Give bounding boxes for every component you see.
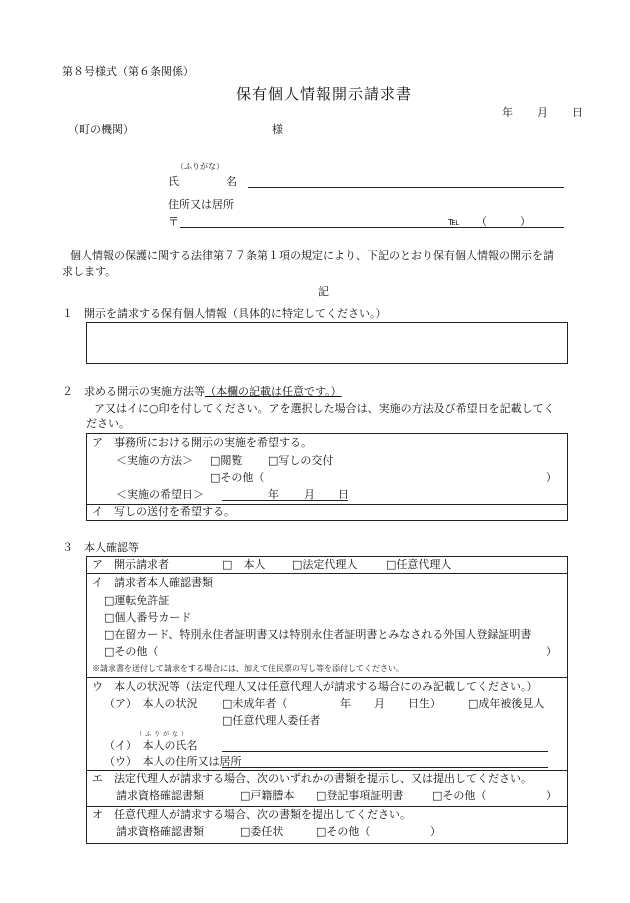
section2-option-b[interactable]: イ 写しの送付を希望する。: [92, 505, 235, 518]
name-furigana-label: （ふりがな）: [176, 162, 224, 171]
section3-divider-1: [86, 573, 568, 574]
id-doc-residence-checkbox[interactable]: □在留カード、特別永住者証明書又は特別永住者証明書とみなされる外国人登録証明書: [104, 628, 532, 641]
principal-minor-checkbox[interactable]: □未成年者（: [222, 697, 288, 710]
method-other-checkbox[interactable]: □その他（: [210, 471, 265, 484]
date-wish-label: ＜実施の希望日＞: [116, 488, 204, 501]
id-doc-other-close: ）: [546, 645, 557, 658]
voluntary-rep-other-checkbox[interactable]: □その他（: [316, 825, 371, 838]
addressee: （町の機関）: [68, 123, 134, 136]
intro-line-1: 個人情報の保護に関する法律第７７条第１項の規定により、下記のとおり保有個人情報の開示を請: [70, 249, 554, 262]
principal-address-label: （ウ） 本人の住所又は居所: [104, 755, 242, 768]
intro-line-2: 求します。: [62, 265, 117, 278]
id-doc-mynumber-checkbox[interactable]: □個人番号カード: [104, 611, 192, 624]
principal-minor-birth: 日生）: [408, 697, 441, 710]
id-doc-license-checkbox[interactable]: □運転免許証: [104, 594, 170, 607]
principal-address-line[interactable]: [222, 767, 548, 768]
principal-status-sub: （ア） 本人の状況: [104, 697, 198, 710]
section1-heading: １ 開示を請求する保有個人情報（具体的に特定してください。）: [62, 307, 387, 320]
legal-rep-family-register-checkbox[interactable]: □戸籍謄本: [240, 789, 295, 802]
legal-rep-docs-label: エ 法定代理人が請求する場合、次のいずれかの書類を提示し、又は提出してください。: [92, 772, 532, 785]
section3-heading: ３ 本人確認等: [62, 541, 139, 554]
name-label-2: 名: [226, 175, 237, 188]
id-docs-label: イ 請求者本人確認書類: [92, 576, 213, 589]
legal-rep-registry-checkbox[interactable]: □登記事項証明書: [316, 789, 404, 802]
section3-divider-2: [86, 677, 568, 678]
requester-legal-checkbox[interactable]: □法定代理人: [292, 558, 358, 571]
date-day-label: 日: [572, 106, 583, 119]
date-year-label: 年: [502, 106, 513, 119]
voluntary-rep-other-close: ）: [430, 825, 441, 838]
voluntary-rep-docs-sub: 請求資格確認書類: [116, 825, 204, 838]
requester-self-checkbox[interactable]: □ 本人: [222, 558, 266, 571]
date-wish-month: 月: [304, 488, 315, 501]
tel-mark: ℡: [448, 215, 460, 228]
tel-paren: （ ）: [476, 215, 531, 228]
section2-heading: [62, 386, 342, 399]
section2-instruction-1: ア又はイに○印を付してください。アを選択した場合は、実施の方法及び希望日を記載してく: [94, 402, 555, 415]
method-copy-checkbox[interactable]: □写しの交付: [268, 454, 334, 467]
legal-rep-docs-sub: 請求資格確認書類: [116, 789, 204, 802]
principal-status-label: ウ 本人の状況等（法定代理人又は任意代理人が請求する場合にのみ記載してください。）: [92, 680, 538, 693]
name-field-line[interactable]: [248, 187, 564, 188]
section3-divider-4: [86, 806, 568, 807]
ki-label: 記: [318, 285, 329, 298]
addressee-suffix: 様: [272, 123, 283, 136]
postal-mark: 〒: [168, 215, 179, 228]
section2-instruction-2: ださい。: [86, 417, 130, 430]
section2-heading-text: ２ 求める開示の実施方法等: [62, 385, 205, 398]
legal-rep-other-close: ）: [546, 789, 557, 802]
address-label: 住所又は居所: [168, 198, 234, 211]
method-other-close: ）: [546, 471, 557, 484]
principal-minor-month: 月: [374, 697, 385, 710]
voluntary-rep-docs-label: オ 任意代理人が請求する場合、次の書類を提出してください。: [92, 808, 411, 821]
name-label-1: 氏: [168, 175, 179, 188]
section3-divider-3: [86, 770, 568, 771]
principal-name-label: （イ） 本人の氏名: [104, 739, 198, 752]
section2-heading-note: （本欄の記載は任意です。）: [205, 385, 342, 398]
requester-label: ア 開示請求者: [92, 558, 169, 571]
method-label: ＜実施の方法＞: [116, 454, 193, 467]
section1-textbox[interactable]: [86, 322, 568, 364]
id-docs-note: ※請求書を送付して請求をする場合には、加えて住民票の写し等を添付してください。: [92, 664, 404, 673]
principal-name-furigana: （ふりがな）: [136, 731, 191, 738]
principal-minor-year: 年: [340, 697, 351, 710]
principal-adult-ward-checkbox[interactable]: □成年被後見人: [468, 697, 545, 710]
date-month-label: 月: [537, 106, 548, 119]
date-wish-line[interactable]: [222, 500, 348, 501]
form-number: 第８号様式（第６条関係）: [62, 65, 194, 78]
principal-proxy-checkbox[interactable]: □任意代理人委任者: [222, 714, 321, 727]
method-view-checkbox[interactable]: □閲覧: [210, 454, 243, 467]
requester-proxy-checkbox[interactable]: □任意代理人: [386, 558, 452, 571]
principal-name-line[interactable]: [222, 751, 548, 752]
legal-rep-other-checkbox[interactable]: □その他（: [432, 789, 487, 802]
voluntary-rep-power-of-attorney-checkbox[interactable]: □委任状: [240, 825, 284, 838]
section2-option-a[interactable]: ア 事務所における開示の実施を希望する。: [92, 436, 312, 449]
date-wish-year: 年: [268, 488, 279, 501]
id-doc-other-checkbox[interactable]: □その他（: [104, 645, 159, 658]
document-title: 保有個人情報開示請求書: [236, 85, 413, 103]
date-wish-day: 日: [338, 488, 349, 501]
